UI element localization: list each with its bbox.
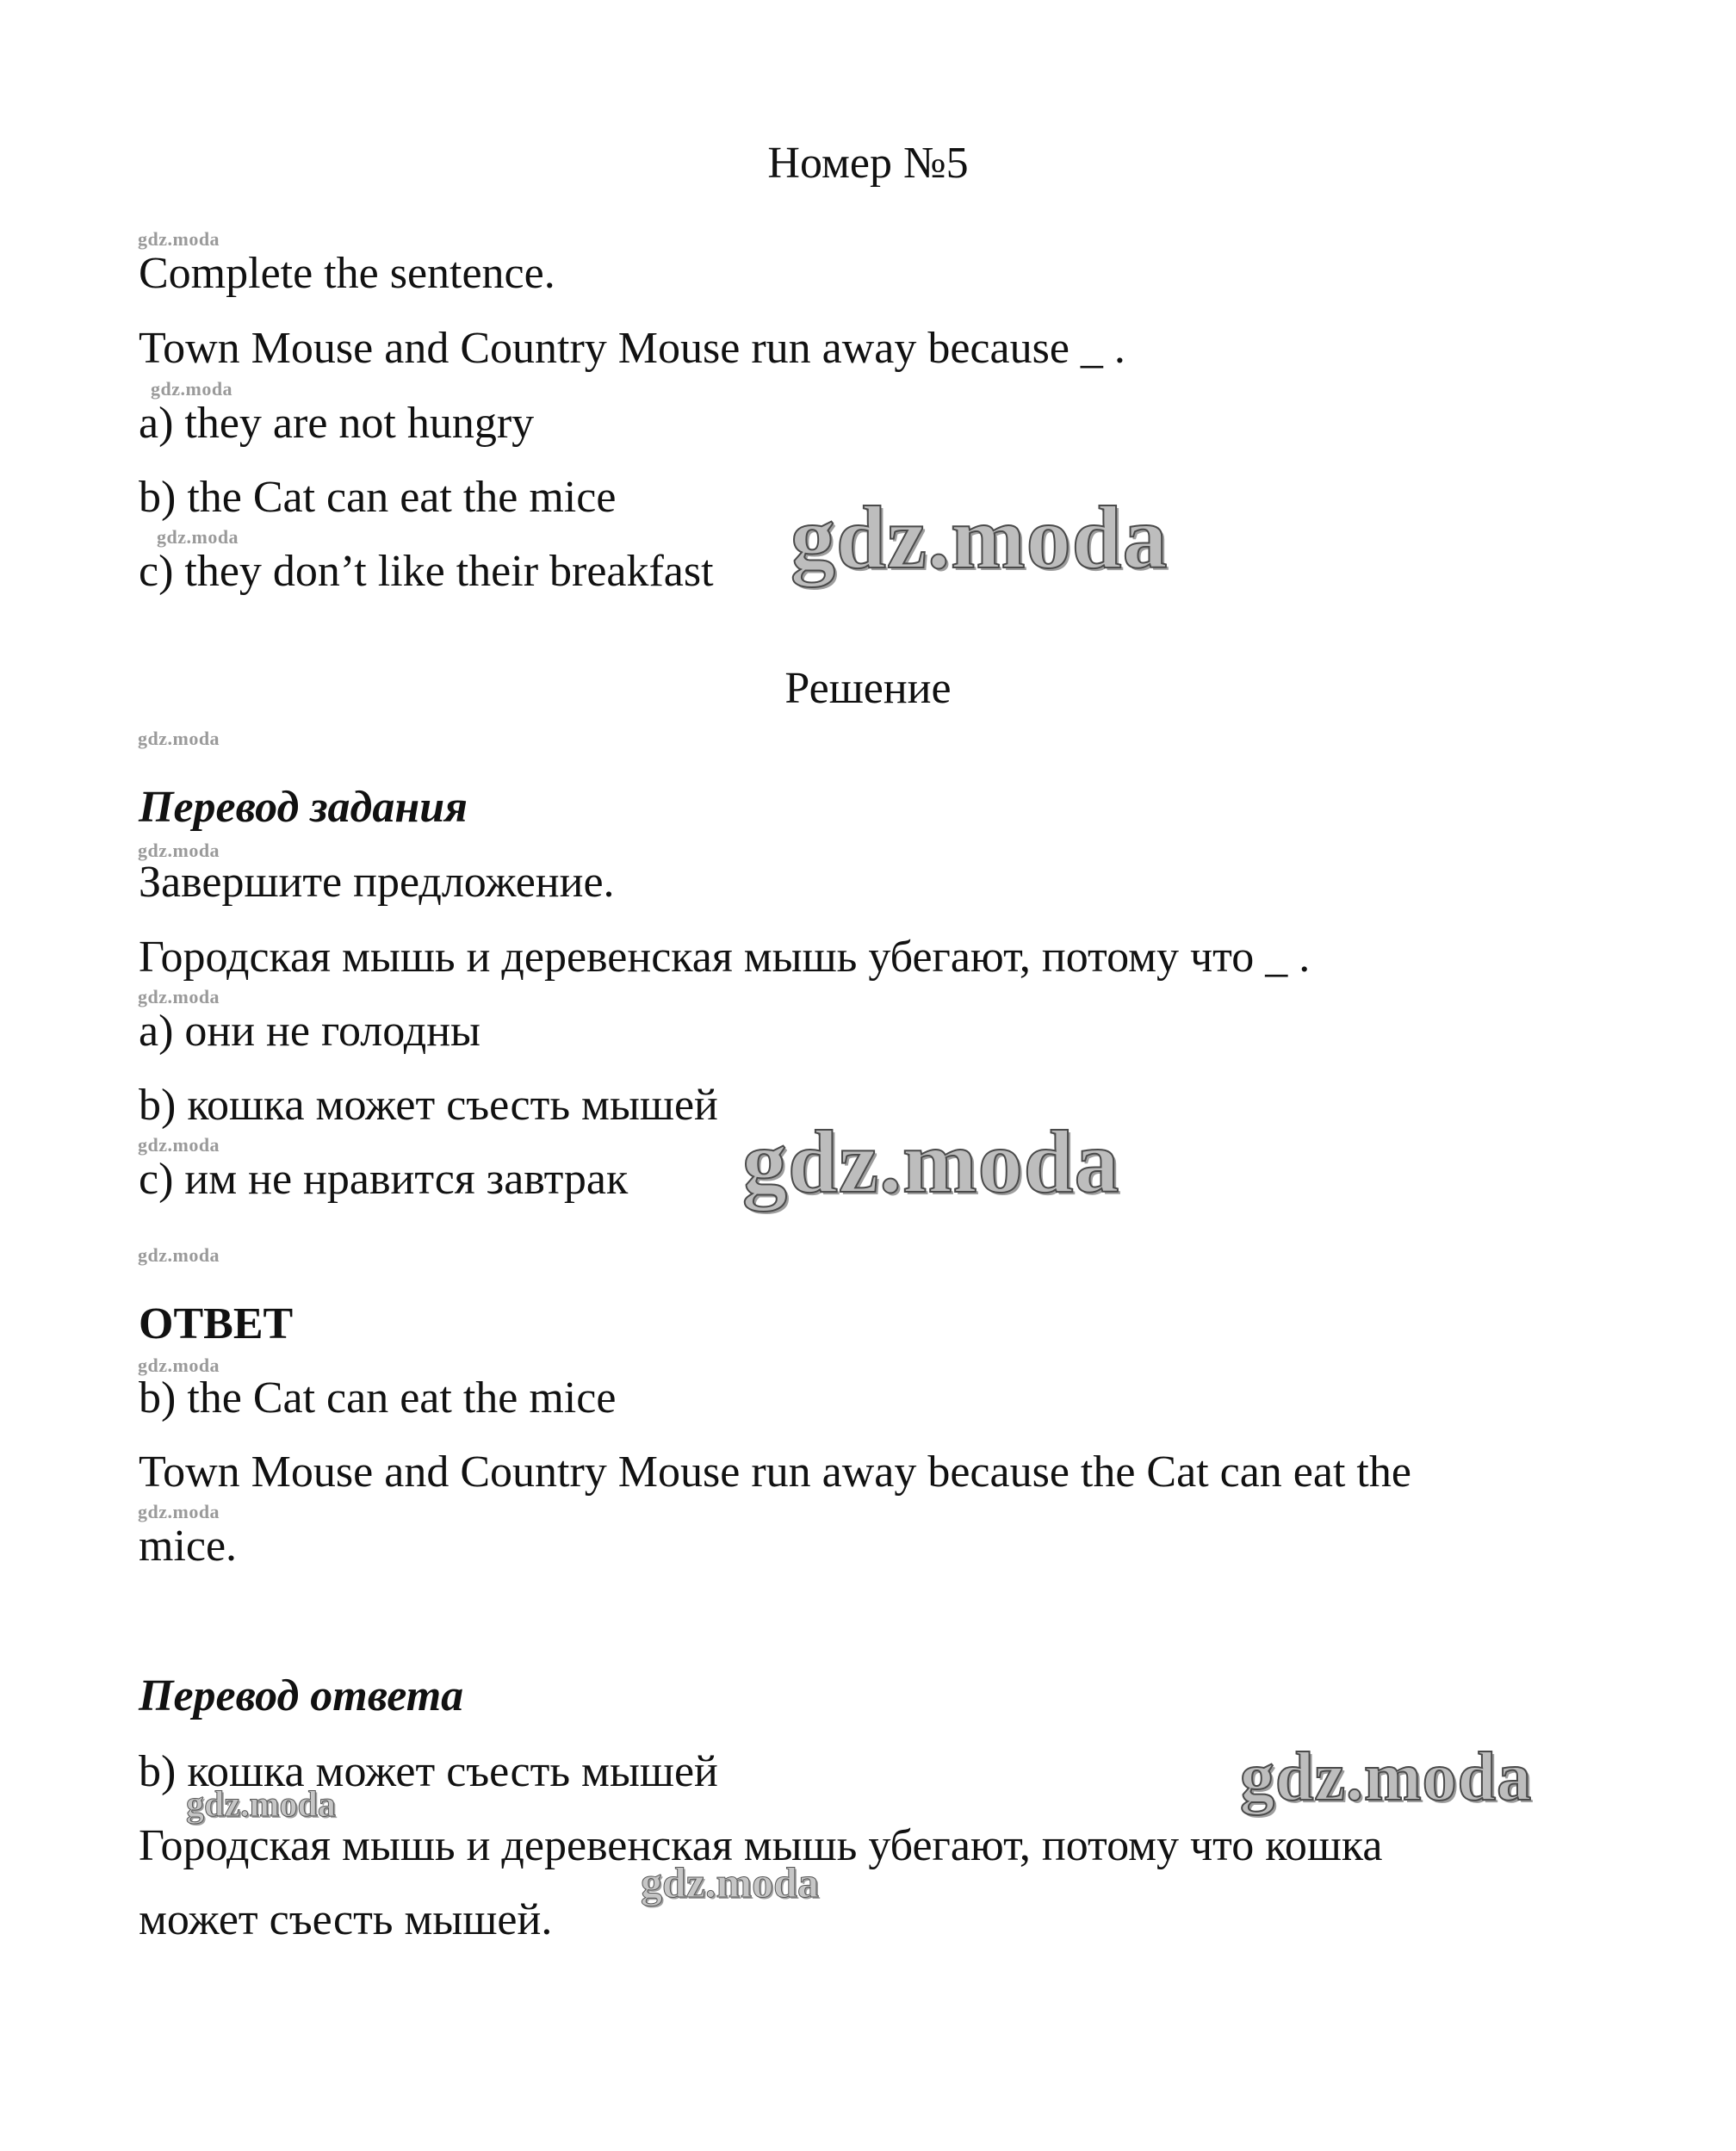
watermark-large: gdz.moda bbox=[742, 1113, 1120, 1212]
watermark-small: gdz.moda bbox=[138, 728, 220, 749]
watermark-small: gdz.moda bbox=[138, 986, 220, 1007]
watermark-small: gdz.moda bbox=[151, 378, 233, 400]
translation-option-a: а) они не голодны bbox=[139, 1007, 480, 1056]
watermark-small: gdz.moda bbox=[138, 1134, 220, 1156]
task-instruction: Complete the sentence. bbox=[139, 249, 555, 298]
watermark-large: gdz.moda bbox=[790, 488, 1169, 587]
page-title: Номер №5 bbox=[767, 139, 969, 188]
task-option-a: a) they are not hungry bbox=[139, 399, 535, 448]
translation-option-b: b) кошка может съесть мышей bbox=[139, 1081, 718, 1130]
task-option-b: b) the Cat can eat the mice bbox=[139, 473, 617, 522]
translation-option-c: c) им не нравится завтрак bbox=[139, 1155, 629, 1204]
watermark-small: gdz.moda bbox=[138, 1354, 220, 1376]
translation-answer-line1: Городская мышь и деревенская мышь убегают, потому что кошка bbox=[139, 1821, 1383, 1870]
answer-heading: ОТВЕТ bbox=[139, 1299, 294, 1348]
watermark-small: gdz.moda bbox=[157, 526, 239, 548]
answer-choice: b) the Cat can eat the mice bbox=[139, 1373, 617, 1423]
translation-sentence: Городская мышь и деревенская мышь убегают, потому что _ . bbox=[139, 933, 1311, 982]
watermark-small: gdz.moda bbox=[138, 840, 220, 861]
answer-sentence-line2: mice. bbox=[139, 1522, 238, 1571]
watermark-medium: gdz.moda bbox=[186, 1785, 336, 1825]
translation-answer-heading: Перевод ответа bbox=[139, 1671, 464, 1720]
translation-answer-choice: b) кошка может съесть мышей bbox=[139, 1747, 718, 1796]
watermark-small: gdz.moda bbox=[138, 228, 220, 250]
watermark-small: gdz.moda bbox=[138, 1244, 220, 1266]
answer-sentence-line1: Town Mouse and Country Mouse run away because the Cat can eat the bbox=[139, 1447, 1411, 1497]
translation-task-heading: Перевод задания bbox=[139, 783, 468, 832]
watermark-small: gdz.moda bbox=[138, 1501, 220, 1522]
solution-heading: Решение bbox=[784, 664, 952, 713]
watermark-medium: gdz.moda bbox=[641, 1858, 819, 1906]
translation-instruction: Завершите предложение. bbox=[139, 858, 615, 907]
translation-answer-line2: может съесть мышей. bbox=[139, 1895, 553, 1944]
task-option-c: c) they don’t like their breakfast bbox=[139, 547, 714, 596]
task-sentence: Town Mouse and Country Mouse run away because _ . bbox=[139, 324, 1125, 373]
watermark-large: gdz.moda bbox=[1240, 1739, 1533, 1815]
